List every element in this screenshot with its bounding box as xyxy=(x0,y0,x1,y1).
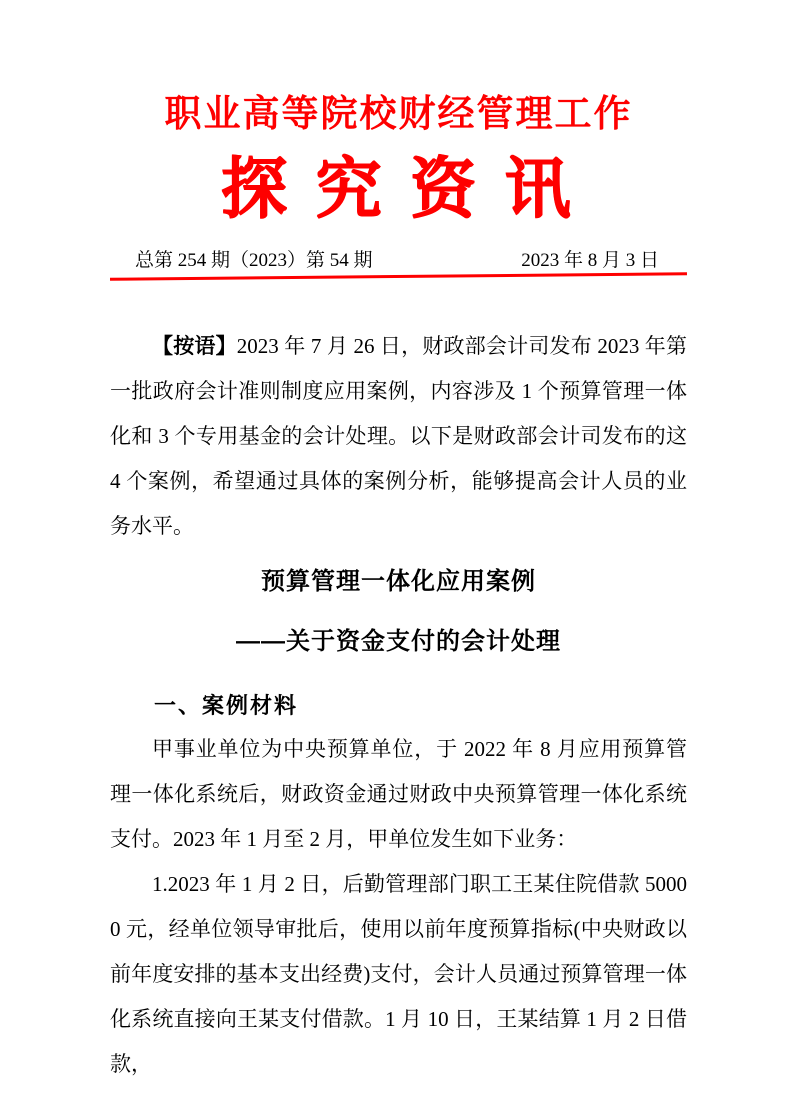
paragraph-case-intro: 甲事业单位为中央预算单位，于 2022 年 8 月应用预算管理一体化系统后，财政资金通过财政中央预算管理一体化系统支付。2023 年 1 月至 2 月，甲单位发生如下业务： xyxy=(110,737,687,851)
editor-note-label: 【按语】 xyxy=(152,335,237,358)
paragraph-business-item-1: 1.2023 年 1 月 2 日，后勤管理部门职工王某住院借款 50000 元，经单位领导审批后，使用以前年度预算指标(中央财政以前年度安排的基本支出经费)支付，会计人员通过预算管理一体化系统直接向王某支付借款。1 月 10 日，王某结算 1 月 2 日借款， xyxy=(110,872,687,1076)
issue-date: 2023 年 8 月 3 日 xyxy=(521,250,659,271)
masthead-title: 探 究 资 讯 xyxy=(220,153,577,226)
issue-number: 总第 254 期（2023）第 54 期 xyxy=(135,250,373,271)
article-body xyxy=(110,324,687,1087)
article-subtitle: ——关于资金支付的会计处理 xyxy=(236,628,561,655)
editor-note xyxy=(110,324,687,549)
masthead-supertitle: 职业高等院校财经管理工作 xyxy=(164,93,633,134)
issue-row xyxy=(135,248,659,274)
section-heading-case-materials: 一、案例材料 xyxy=(154,693,299,718)
masthead xyxy=(110,90,687,278)
editor-note-text: 2023 年 7 月 26 日，财政部会计司发布 2023 年第一批政府会计准则制度应用案例，内容涉及 1 个预算管理一体化和 3 个专用基金的会计处理。以下是财政部会计司发布的这 4 个案例，希望通过具体的案例分析，能够提高会计人员的业务水平。 xyxy=(110,334,688,538)
article-title: 预算管理一体化应用案例 xyxy=(261,568,536,595)
